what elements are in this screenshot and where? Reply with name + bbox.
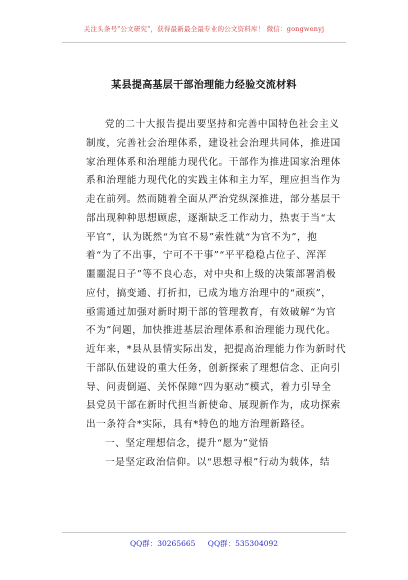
body-line: 平官”，认为既然“为官不易”索性就“为官不为”，抱	[86, 231, 318, 243]
body-line: 噩噩混日子”等不良心态，对中央和上级的决策部署消极	[86, 269, 337, 280]
document-body	[86, 116, 356, 472]
body-line: 导、问责倒逼、关怀保障“四为驱动”模式，着力引导全	[86, 381, 332, 393]
document-title: 某县提高基层干部治理能力经验交流材料	[111, 80, 297, 91]
header-note: 关注头条号"公文研究"，获得最新最全最专业的公文资料库！ 微信：gongwenyj	[83, 25, 325, 33]
body-line: 出一条符合*实际，具有*特色的地方治理新路径。	[86, 419, 311, 430]
header-divider	[62, 42, 346, 43]
body-line: 近年来，*县从县情实际出发，把提高治理能力作为新时代	[86, 344, 347, 355]
body-line: 县党员干部在新时代担当新使命、展现新作为，成功探索	[86, 400, 341, 412]
body-line: 着“为了不出事，宁可不干事”“平平稳稳占位子、浑浑	[86, 250, 327, 262]
body-line: 应付，搞变通、打折扣，已成为地方治理中的“顽疾”，	[86, 287, 332, 299]
footer-contact: QQ群：30265665 QQ群：535304092	[129, 539, 279, 548]
body-line: 家治理体系和治理能力现代化。干部作为推进国家治理体	[86, 156, 341, 168]
body-line: 党的二十大报告提出要坚持和完善中国特色社会主义	[105, 119, 340, 130]
body-line: 部出现种种思想顾虑，逐渐缺乏工作动力，热衷于当“太	[86, 212, 337, 224]
body-line: 不为”问题，加快推进基层治理体系和治理能力现代化。	[86, 325, 337, 337]
section-heading: 一、坚定理想信念，提升“愿为”觉悟	[105, 437, 269, 449]
body-line: 亟需通过加强对新时期干部的管理教育，有效破解“为官	[86, 306, 337, 318]
body-line: 干部队伍建设的重大任务，创新探索了理想信念、正向引	[86, 362, 341, 374]
footer-divider	[62, 532, 346, 533]
body-line: 系和治理能力现代化的实践主体和主力军，理应担当作为	[86, 175, 341, 187]
body-line: 走在前列。然而随着全面从严治党纵深推进，部分基层干	[86, 194, 341, 205]
body-line: 一是坚定政治信仰。以“思想寻根”行动为载体，结	[105, 456, 331, 468]
body-line: 制度，完善社会治理体系，建设社会治理共同体，推进国	[86, 137, 341, 149]
